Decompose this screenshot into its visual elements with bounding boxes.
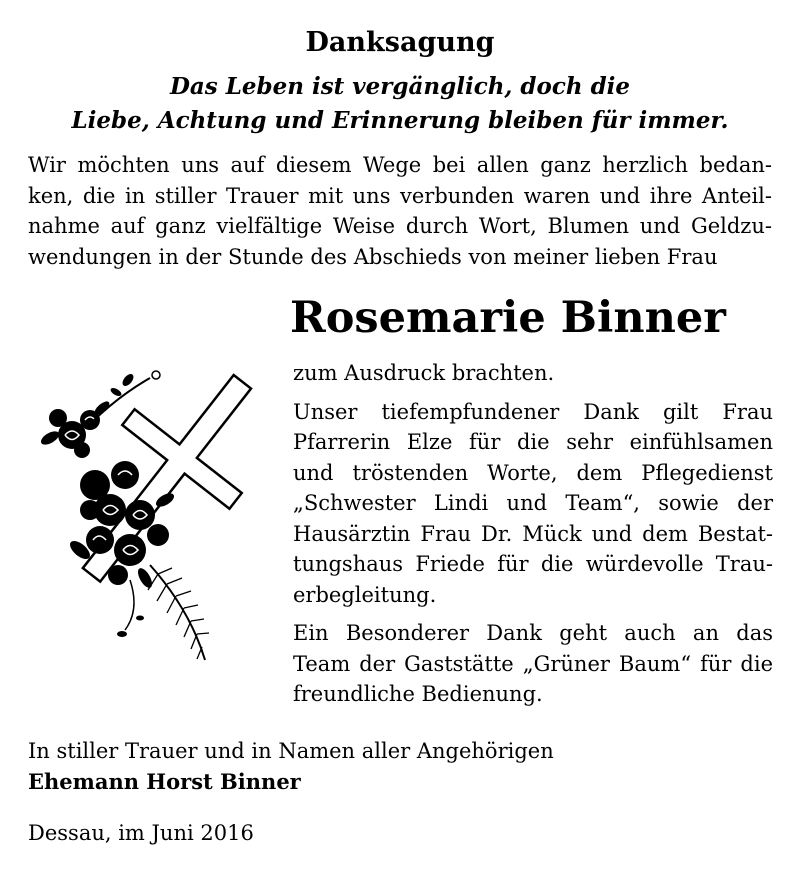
intro-line: wendungen in der Stunde des Abschieds von meiner lieben Frau	[28, 244, 718, 269]
intro-line: Wir möchten uns auf diesem Wege bei allen ganz herzlich bedan-	[28, 153, 772, 177]
notice-heading: Danksagung	[305, 27, 495, 58]
closing-block	[28, 736, 554, 797]
text-line: „Schwester Lindi und Team“, sowie der	[293, 491, 773, 515]
text-line: tungshaus Friede für die würdevolle Trau-	[293, 552, 773, 576]
place-date: Dessau, im Juni 2016	[28, 821, 254, 845]
intro-paragraph	[28, 150, 772, 272]
cross-with-roses-icon	[30, 350, 260, 670]
text-line: zum Ausdruck brachten.	[293, 361, 555, 385]
text-line: freundliche Bedienung.	[293, 682, 543, 706]
text-line: erbegleitung.	[293, 582, 437, 607]
motto-line: Das Leben ist vergänglich, doch die	[169, 73, 631, 100]
signatory: Ehemann Horst Binner	[28, 768, 301, 794]
intro-line: nahme auf ganz vielfältige Weise durch Wort, Blumen und Geldzu-	[28, 214, 772, 238]
text-line: und tröstenden Worte, dem Pflegedienst	[293, 460, 773, 485]
intro-line: ken, die in stiller Trauer mit uns verbunden waren und ihre Anteil-	[28, 183, 772, 208]
thanks-text	[293, 358, 773, 710]
motto-line: Liebe, Achtung und Erinnerung bleiben für immer.	[71, 107, 729, 134]
text-line: Pfarrerin Elze für die sehr einfühlsamen	[293, 430, 773, 454]
text-line: Team der Gaststätte „Grüner Baum“ für die	[293, 651, 773, 676]
text-line: Ein Besonderer Dank geht auch an das	[293, 621, 773, 645]
motto	[0, 70, 800, 138]
closing-line: In stiller Trauer und in Namen aller Angehörigen	[28, 739, 554, 763]
deceased-name: Rosemarie Binner	[290, 293, 726, 343]
text-line: Unser tiefempfundener Dank gilt Frau	[293, 399, 773, 424]
text-line: Hausärztin Frau Dr. Mück und dem Bestat-	[293, 521, 773, 546]
